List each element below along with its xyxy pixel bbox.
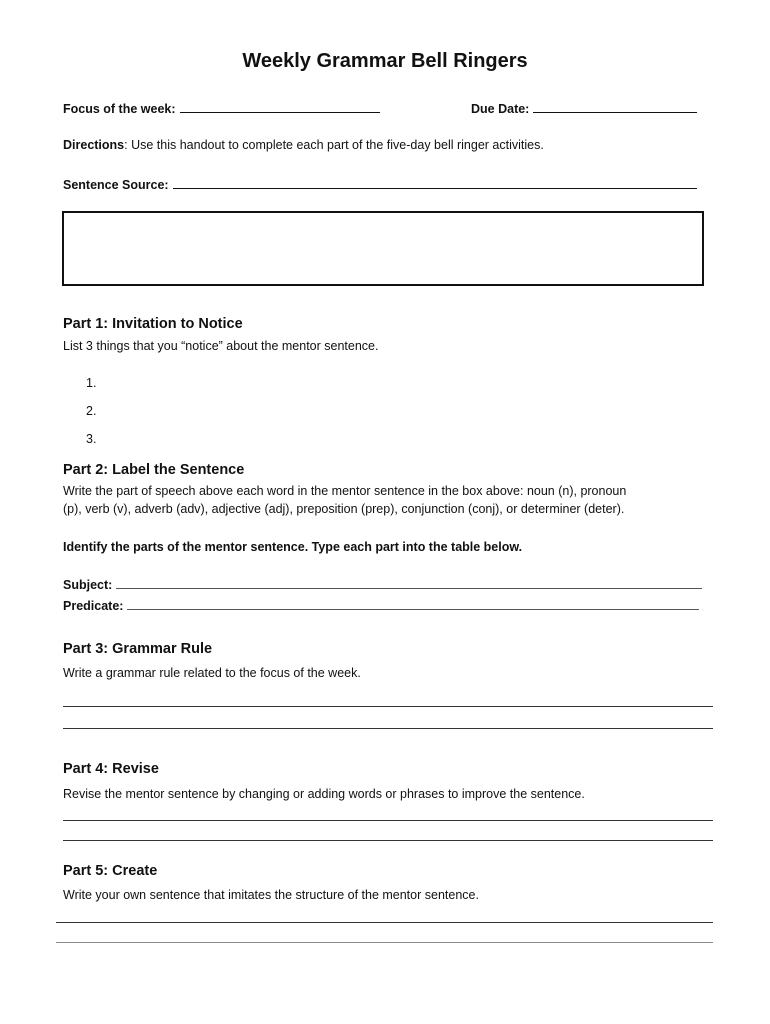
directions xyxy=(63,138,544,152)
focus-of-week-line[interactable] xyxy=(180,100,380,113)
focus-of-week-field[interactable] xyxy=(63,100,380,116)
list-item: 2. xyxy=(86,404,97,418)
part3-heading: Part 3: Grammar Rule xyxy=(63,641,213,657)
subject-line[interactable] xyxy=(116,576,702,589)
part4-heading: Part 4: Revise xyxy=(63,761,159,777)
directions-label: Directions xyxy=(63,138,125,152)
part3-answer-line-2[interactable] xyxy=(63,728,713,729)
part2-heading: Part 2: Label the Sentence xyxy=(63,462,245,478)
predicate-line[interactable] xyxy=(127,597,699,610)
sentence-source-line[interactable] xyxy=(173,176,697,189)
mentor-sentence-box[interactable] xyxy=(62,211,704,286)
part1-heading: Part 1: Invitation to Notice xyxy=(63,316,243,332)
part2-instruction-line2: (p), verb (v), adverb (adv), adjective (adj), preposition (prep), conjunction (conj), or determiner (deter). xyxy=(63,502,625,516)
due-date-line[interactable] xyxy=(533,100,697,113)
list-item: 1. xyxy=(86,376,97,390)
due-date-label: Due Date: xyxy=(471,102,530,116)
part5-instruction: Write your own sentence that imitates the structure of the mentor sentence. xyxy=(63,888,479,902)
part4-answer-line-2[interactable] xyxy=(63,840,713,841)
part4-instruction: Revise the mentor sentence by changing or adding words or phrases to improve the sentence. xyxy=(63,787,585,801)
part4-answer-line-1[interactable] xyxy=(63,820,713,821)
subject-label: Subject: xyxy=(63,578,113,592)
part3-instruction: Write a grammar rule related to the focus of the week. xyxy=(63,666,361,680)
list-item: 3. xyxy=(86,432,97,446)
predicate-label: Predicate: xyxy=(63,599,124,613)
predicate-field[interactable] xyxy=(63,597,699,613)
focus-of-week-label: Focus of the week: xyxy=(63,102,176,116)
due-date-field[interactable] xyxy=(471,100,697,116)
part5-answer-line-1[interactable] xyxy=(56,922,713,923)
part2-instruction-line1: Write the part of speech above each word in the mentor sentence in the box above: noun (n), pronoun xyxy=(63,484,627,498)
part1-instruction: List 3 things that you “notice” about the mentor sentence. xyxy=(63,339,379,353)
subject-field[interactable] xyxy=(63,576,702,592)
part2-identify: Identify the parts of the mentor sentence. Type each part into the table below. xyxy=(63,540,523,554)
sentence-source-field[interactable] xyxy=(63,176,697,192)
sentence-source-label: Sentence Source: xyxy=(63,178,169,192)
directions-text: : Use this handout to complete each part of the five-day bell ringer activities. xyxy=(124,138,544,152)
part3-answer-line-1[interactable] xyxy=(63,706,713,707)
page-title: Weekly Grammar Bell Ringers xyxy=(242,50,528,72)
part5-answer-line-2[interactable] xyxy=(56,942,713,943)
part5-heading: Part 5: Create xyxy=(63,863,158,879)
